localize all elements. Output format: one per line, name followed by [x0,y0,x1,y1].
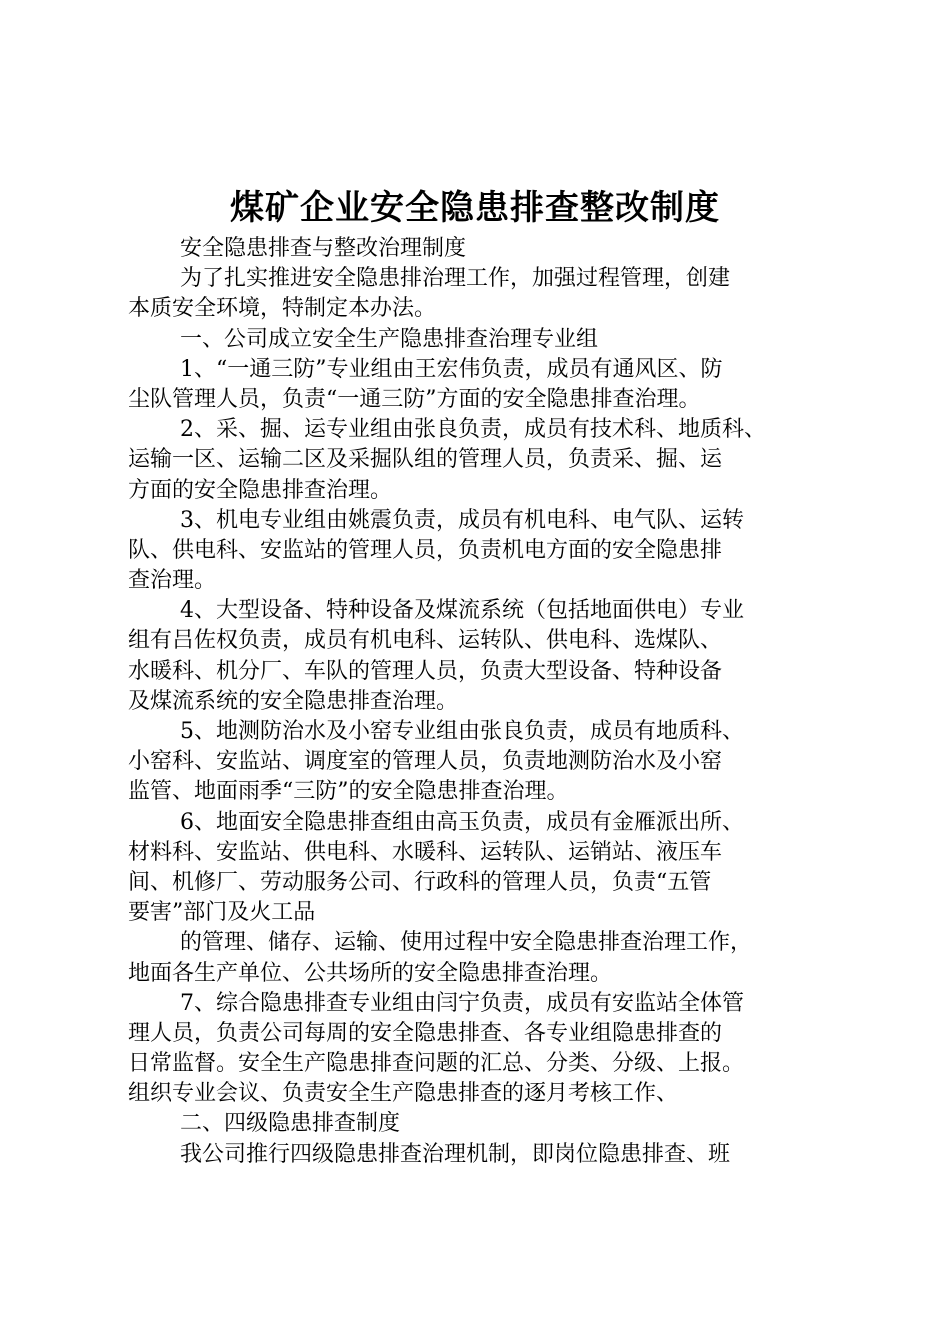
document-title: 煤矿企业安全隐患排查整改制度 [230,188,720,228]
document-line: 组织专业会议、负责安全生产隐患排查的逐月考核工作、 [128,1081,679,1107]
document-line: 小窑科、安监站、调度室的管理人员，负责地测防治水及小窑 [128,749,723,775]
document-line: 方面的安全隐患排查治理。 [128,477,393,503]
document-line: 5、地测防治水及小窑专业组由张良负责，成员有地质科、 [180,719,744,744]
document-line: 本质安全环境，特制定本办法。 [128,296,437,322]
document-line: 2、采、掘、运专业组由张良负责，成员有技术科、地质科、 [180,417,766,443]
document-line: 查治理。 [128,568,217,594]
document-line: 1、“一通三防”专业组由王宏伟负责，成员有通风区、防 [180,356,723,382]
document-line: 运输一区、运输二区及采掘队组的管理人员，负责采、掘、运 [128,447,723,473]
document-line: 地面各生产单位、公共场所的安全隐患排查治理。 [128,960,613,986]
document-line: 7、综合隐患排查专业组由闫宁负责，成员有安监站全体管 [180,990,744,1016]
document-line: 及煤流系统的安全隐患排查治理。 [128,688,459,714]
document-body [128,234,836,1170]
document-line: 6、地面安全隐患排查组由高玉负责，成员有金雁派出所、 [180,809,744,835]
document-line: 3、机电专业组由姚震负责，成员有机电科、电气队、运转 [180,507,744,533]
document-line: 材料科、安监站、供电科、水暖科、运转队、运销站、液压车 [128,839,723,865]
document-line: 二、四级隐患排查制度 [180,1111,401,1137]
document-line: 为了扎实推进安全隐患排治理工作，加强过程管理，创建 [180,266,731,292]
document-line: 日常监督。安全生产隐患排查问题的汇总、分类、分级、上报。 [128,1051,745,1077]
document-line: 我公司推行四级隐患排查治理机制，即岗位隐患排查、班 [180,1141,731,1167]
document-line: 的管理、储存、运输、使用过程中安全隐患排查治理工作， [180,930,753,956]
document-line: 一、公司成立安全生产隐患排查治理专业组 [180,326,599,352]
document-line: 队、供电科、安监站的管理人员，负责机电方面的安全隐患排 [128,537,723,563]
document-line: 监管、地面雨季“三防”的安全隐患排查治理。 [128,779,569,805]
document-line: 理人员，负责公司每周的安全隐患排查、各专业组隐患排查的 [128,1020,723,1046]
document-line: 4、大型设备、特种设备及煤流系统（包括地面供电）专业 [180,598,744,624]
document-line: 间、机修厂、劳动服务公司、行政科的管理人员，负责“五管 [128,869,712,895]
document-line: 要害”部门及火工品 [128,900,316,926]
document-line: 安全隐患排查与整改治理制度 [180,236,467,261]
document-line: 组有吕佐权负责，成员有机电科、运转队、供电科、选煤队、 [128,628,723,654]
document-line: 尘队管理人员，负责“一通三防”方面的安全隐患排查治理。 [128,386,701,412]
document-line: 水暖科、机分厂、车队的管理人员，负责大型设备、特种设备 [128,658,723,684]
